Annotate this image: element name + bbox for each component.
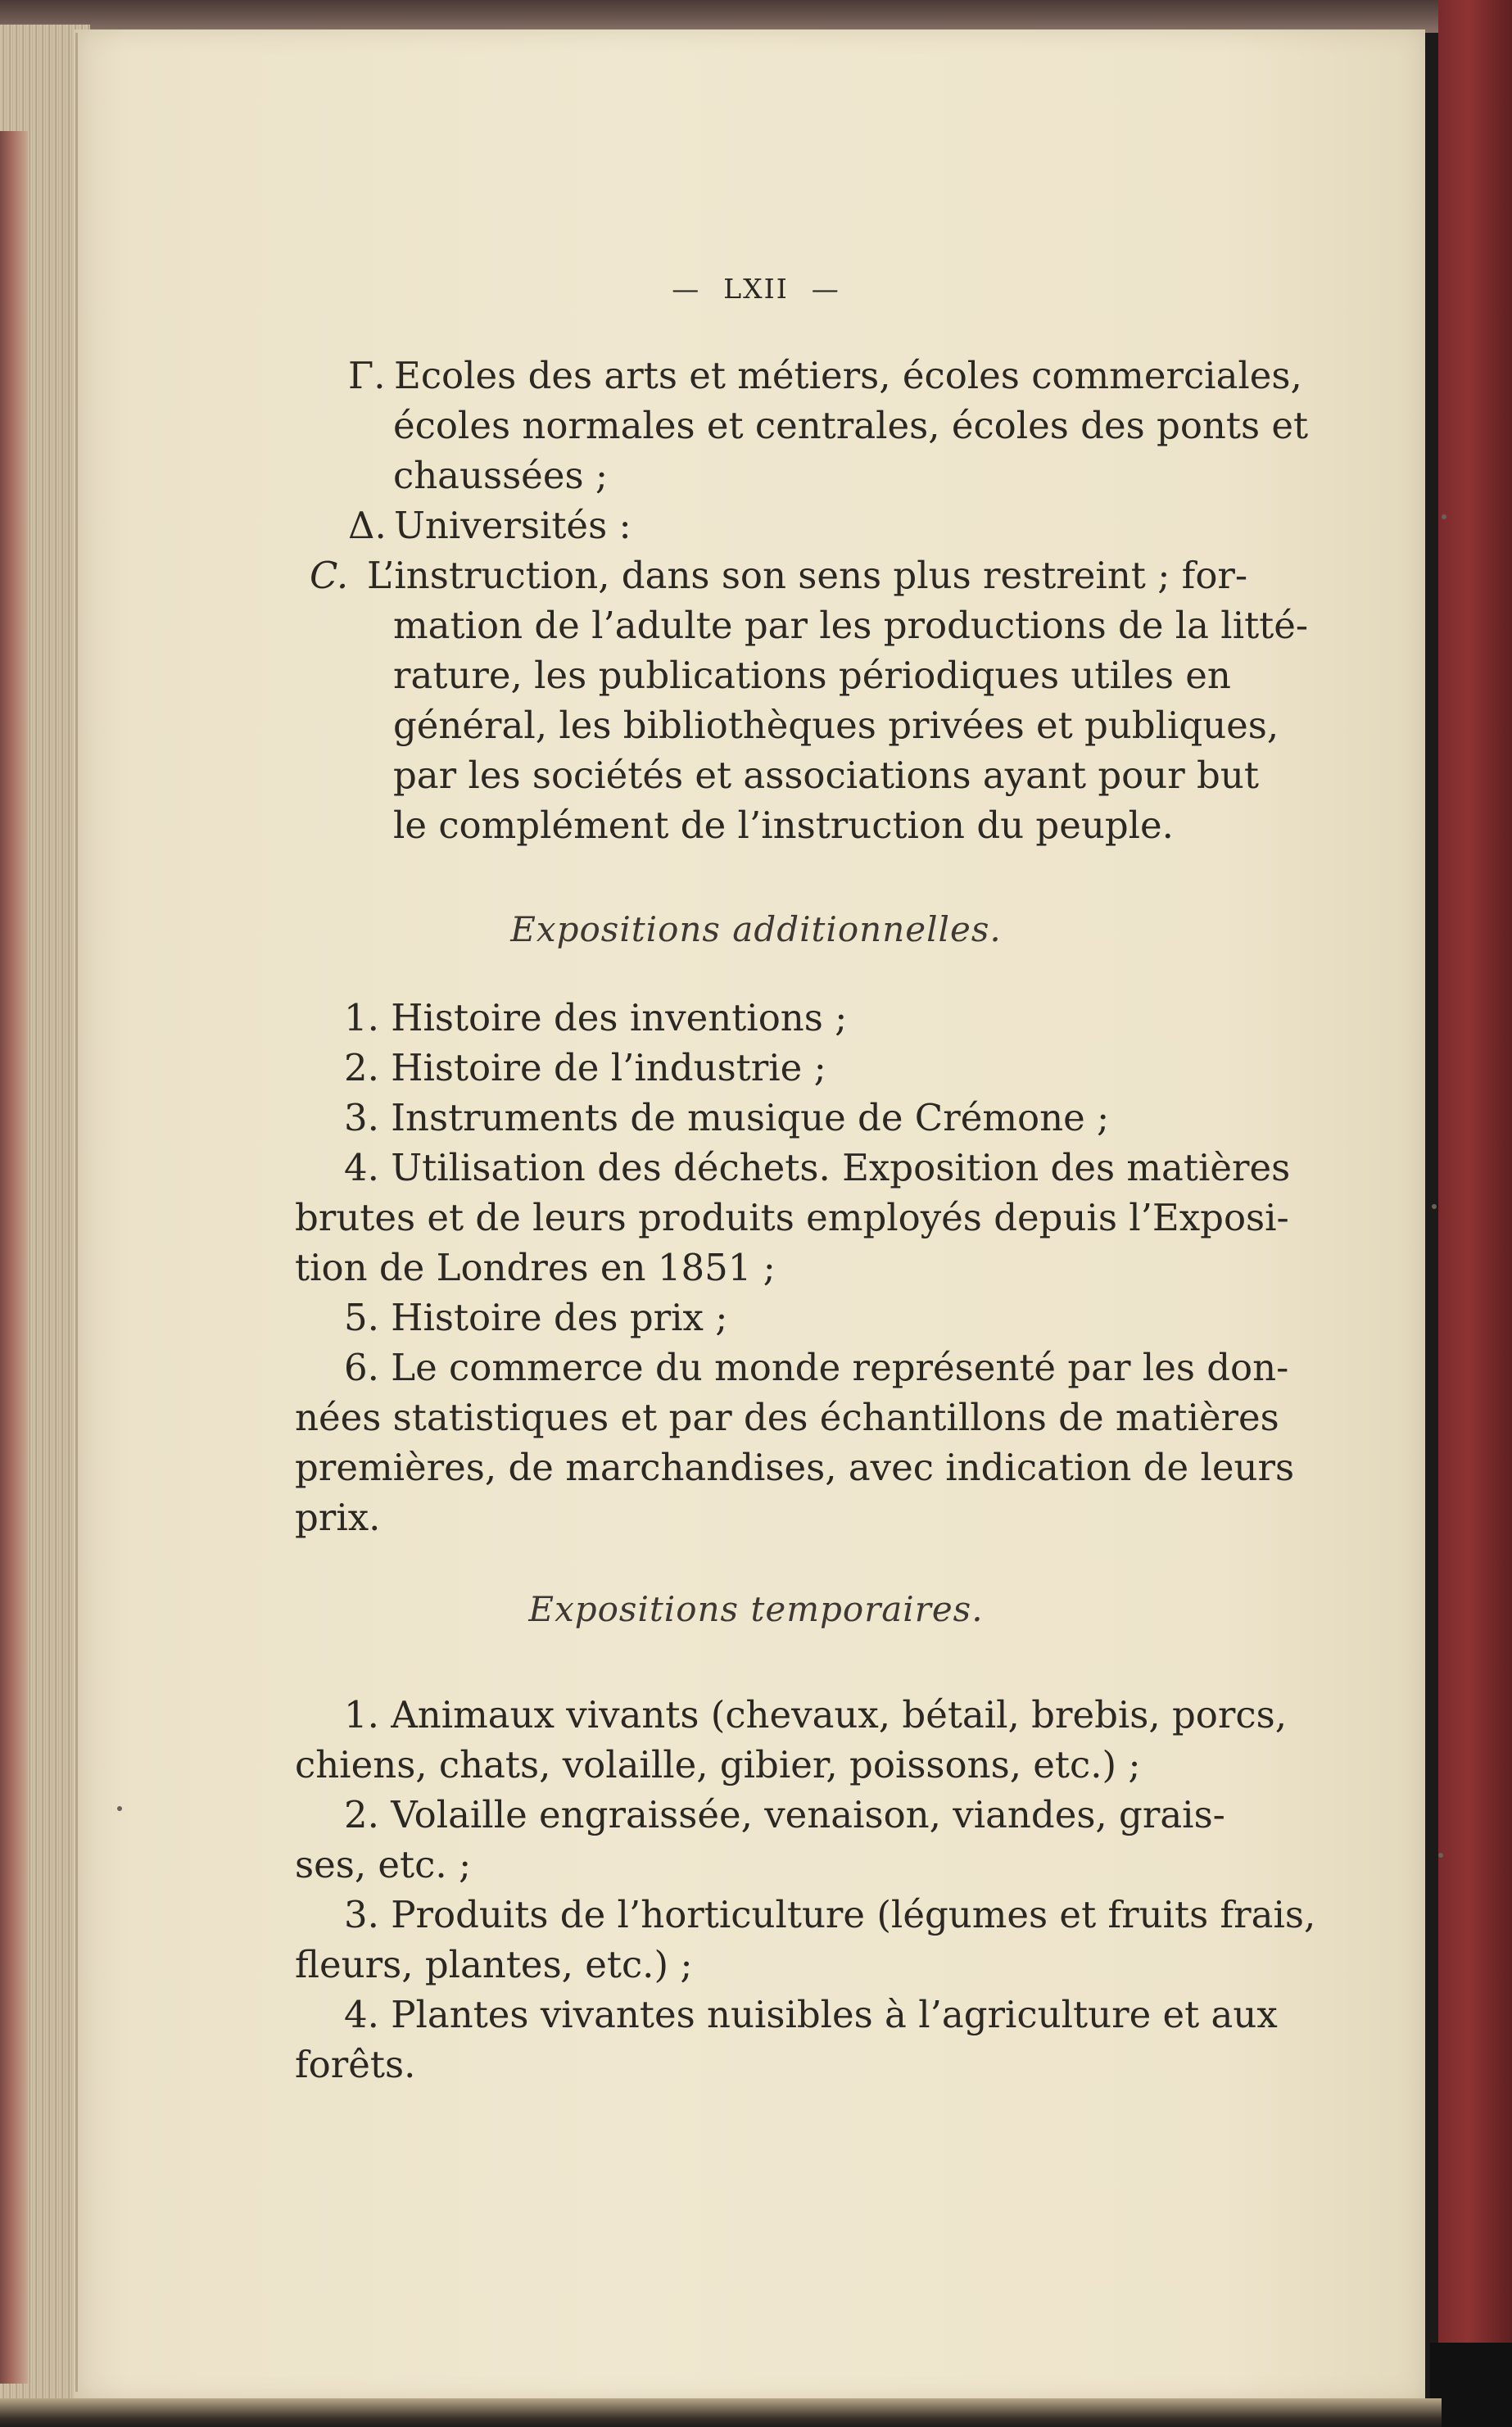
bottom-book-edge xyxy=(0,2398,1442,2427)
additional-line-5: brutes et de leurs produits employés depuis l’Exposi- xyxy=(295,1196,1289,1239)
c-line-1-text: L’instruction, dans son sens plus restreint ; for- xyxy=(367,554,1248,597)
c-line-1 xyxy=(310,550,1247,600)
speck xyxy=(1438,1853,1443,1858)
delta-text: Universités : xyxy=(394,504,632,547)
additional-line-1: 1. Histoire des inventions ; xyxy=(344,996,848,1039)
temporary-line-6: fleurs, plantes, etc.) ; xyxy=(295,1943,693,1986)
page-header xyxy=(0,273,1512,305)
header-dash-left: — xyxy=(672,273,701,305)
temporary-line-2: chiens, chats, volaille, gibier, poissons, etc.) ; xyxy=(295,1743,1141,1786)
c-line-4: général, les bibliothèques privées et publiques, xyxy=(393,704,1279,747)
temporary-item-2 xyxy=(344,1790,1225,1840)
additional-item-6-cont xyxy=(295,1392,1294,1542)
c-marker: C. xyxy=(310,554,349,597)
temporary-line-7: 4. Plantes vivantes nuisibles à l’agriculture et aux xyxy=(344,1993,1278,2036)
section-gamma-cont xyxy=(393,401,1308,500)
c-line-6: le complément de l’instruction du peuple. xyxy=(393,804,1174,847)
temporary-line-4: ses, etc. ; xyxy=(295,1843,472,1886)
right-cover-edge xyxy=(1438,0,1512,2427)
page-gutter-line xyxy=(75,33,78,2392)
additional-item-4-cont xyxy=(295,1193,1289,1293)
speck xyxy=(1432,1204,1437,1209)
temporary-item-4-cont xyxy=(295,2040,415,2090)
temporary-item-4 xyxy=(344,1990,1278,2040)
gamma-line-2: écoles normales et centrales, écoles des ponts et xyxy=(393,404,1309,447)
c-line-5: par les sociétés et associations ayant pour but xyxy=(393,754,1259,797)
additional-item-1 xyxy=(344,993,1290,1193)
c-line-2: mation de l’adulte par les productions de la litté- xyxy=(393,604,1309,647)
section-delta xyxy=(348,500,632,550)
additional-line-4: 4. Utilisation des déchets. Exposition des matières xyxy=(344,1146,1291,1189)
additional-line-11: prix. xyxy=(295,1496,381,1539)
additional-item-5-6 xyxy=(344,1293,1288,1392)
additional-heading: Expositions additionnelles. xyxy=(510,909,1002,949)
speck xyxy=(117,1806,122,1811)
gamma-line-1 xyxy=(348,351,1302,401)
header-dash-right: — xyxy=(811,273,840,305)
gamma-line-1-text: Ecoles des arts et métiers, écoles commerciales, xyxy=(394,354,1302,397)
temporary-item-3 xyxy=(344,1890,1315,1940)
temporary-heading: Expositions temporaires. xyxy=(528,1589,984,1629)
top-book-edge xyxy=(0,0,1442,33)
additional-line-2: 2. Histoire de l’industrie ; xyxy=(344,1046,826,1089)
additional-line-7: 5. Histoire des prix ; xyxy=(344,1296,728,1339)
section-gamma xyxy=(348,351,1302,401)
additional-line-6: tion de Londres en 1851 ; xyxy=(295,1246,776,1289)
section-c-cont xyxy=(393,600,1308,850)
temporary-item-2-cont xyxy=(295,1840,471,1890)
temporary-item-1-cont xyxy=(295,1740,1141,1790)
additional-line-9: nées statistiques et par des échantillons de matières xyxy=(295,1396,1279,1439)
additional-line-8: 6. Le commerce du monde représenté par les don- xyxy=(344,1346,1289,1389)
section-c xyxy=(310,550,1247,600)
temporary-line-1: 1. Animaux vivants (chevaux, bétail, brebis, porcs, xyxy=(344,1693,1287,1736)
right-corner-shadow xyxy=(1430,2343,1512,2427)
delta-line xyxy=(348,500,632,550)
gamma-line-3: chaussées ; xyxy=(393,454,609,497)
left-binding-shadow xyxy=(0,131,28,2384)
delta-marker: Δ. xyxy=(348,504,387,547)
temporary-line-3: 2. Volaille engraissée, venaison, viandes, grais- xyxy=(344,1793,1225,1836)
temporary-line-8: forêts. xyxy=(295,2043,416,2086)
speck xyxy=(1442,514,1446,519)
temporary-item-3-cont xyxy=(295,1940,693,1990)
gamma-marker: Γ. xyxy=(348,354,386,397)
temporary-line-5: 3. Produits de l’horticulture (légumes et fruits frais, xyxy=(344,1893,1316,1936)
additional-line-3: 3. Instruments de musique de Crémone ; xyxy=(344,1096,1110,1139)
additional-line-10: premières, de marchandises, avec indication de leurs xyxy=(295,1446,1295,1489)
c-line-3: rature, les publications périodiques utiles en xyxy=(393,654,1231,697)
temporary-item-1 xyxy=(344,1690,1287,1740)
page-number: LXII xyxy=(723,273,789,305)
